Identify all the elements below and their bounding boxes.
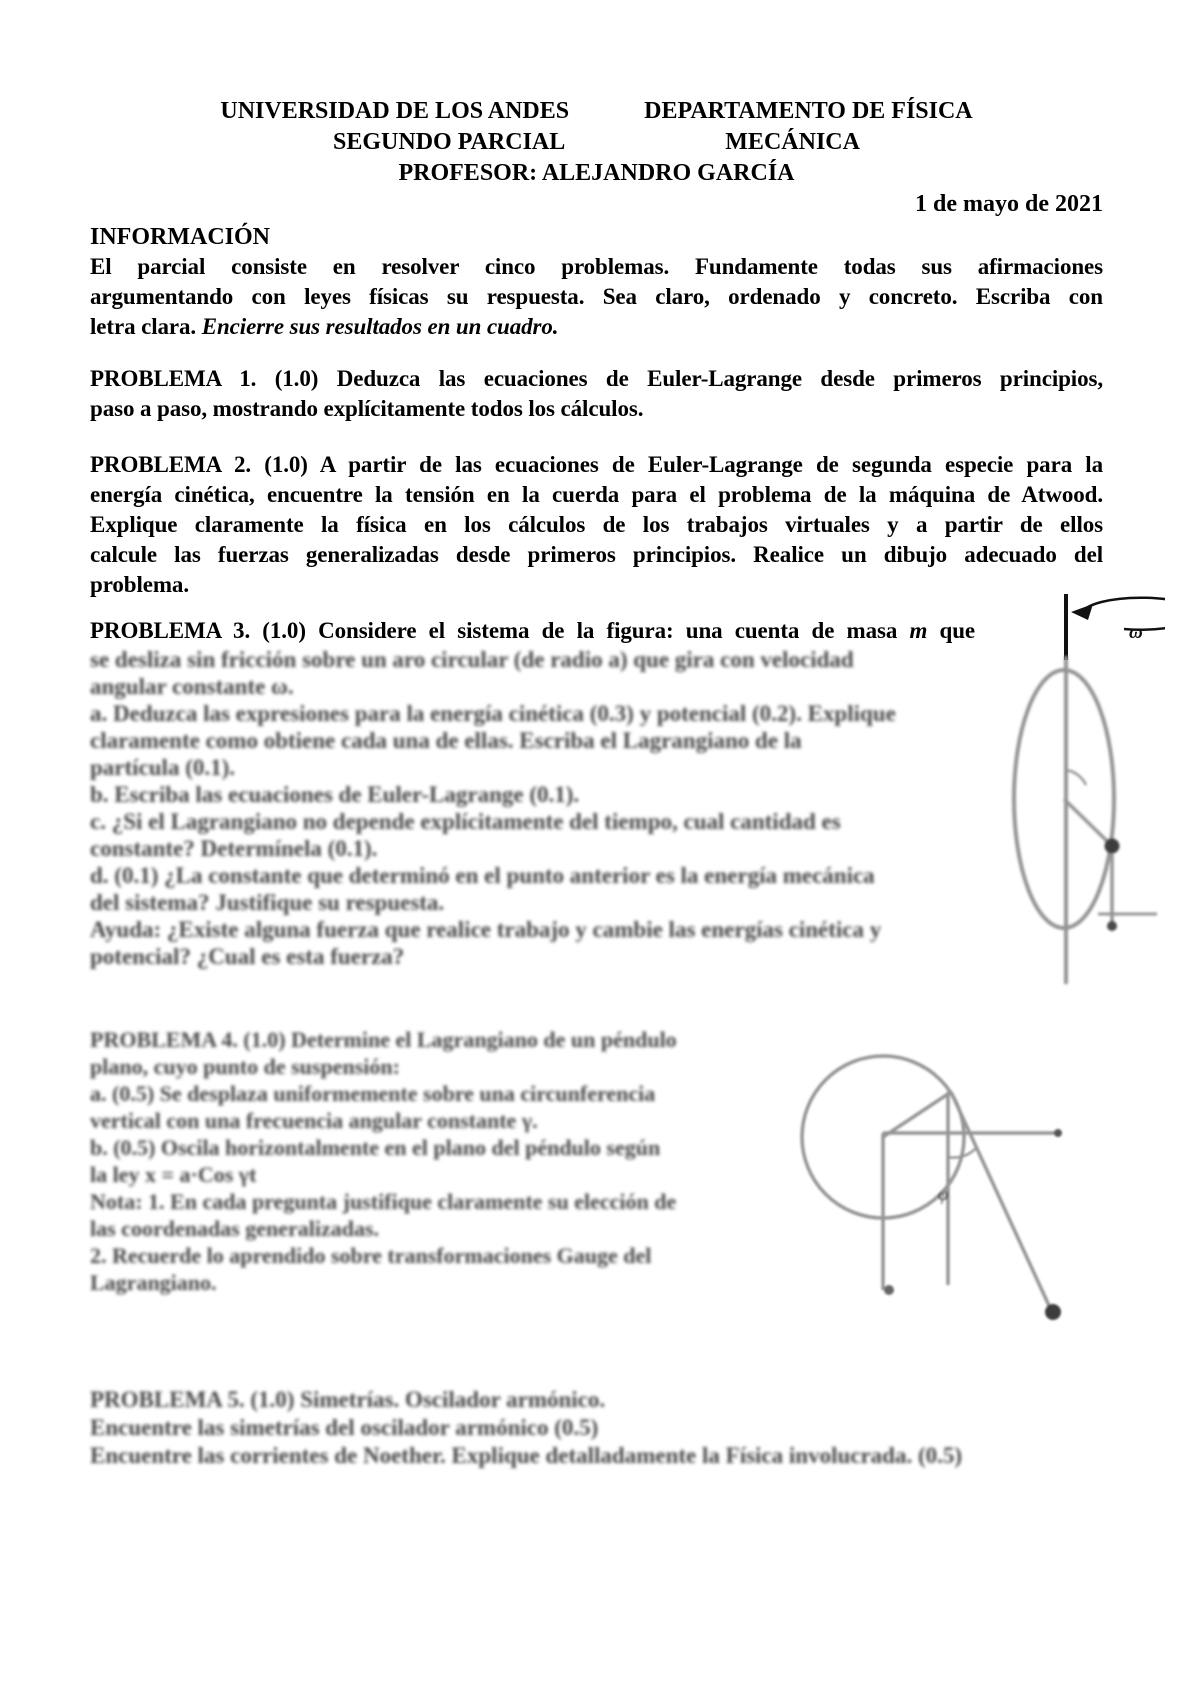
text-line: paso a paso, mostrando explícitamente todos los cálculos.: [90, 396, 644, 421]
text-line: PROBLEMA 2. (1.0) A partir de las ecuaciones de Euler-Lagrange de segunda especie para la: [90, 452, 1103, 477]
problem-3-intro: [90, 616, 975, 646]
text-line: Explique claramente la física en los cálculos de los trabajos virtuales y a partir de ellos: [90, 512, 1103, 537]
exam-title: SEGUNDO PARCIAL: [333, 129, 566, 155]
blurred-text-line: plano, cuyo punto de suspensión:: [90, 1054, 400, 1079]
blurred-text-line: Ayuda: ¿Existe alguna fuerza que realice trabajo y cambie las energías cinética y: [90, 917, 882, 942]
blurred-text-line: claramente como obtiene cada una de ellas. Escriba el Lagrangiano de la: [90, 728, 802, 753]
exam-date: 1 de mayo de 2021: [915, 191, 1103, 217]
problem-4-blurred-text: [90, 1026, 780, 1296]
crank-radius-line: [883, 1092, 951, 1137]
header-row-1: [90, 96, 1103, 127]
rotation-arrowhead: [1071, 604, 1093, 620]
blurred-text-line: a. (0.5) Se desplaza uniformemente sobre una circunferencia: [90, 1081, 656, 1106]
blurred-text-line: angular constante ω.: [90, 674, 294, 699]
header-row-3: [90, 158, 1103, 189]
info-line-2: argumentando con leyes físicas su respuesta. Sea claro, ordenado y concreto. Escriba con: [90, 284, 1103, 309]
university-name: UNIVERSIDAD DE LOS ANDES: [220, 98, 570, 124]
info-line-3: [90, 312, 1103, 342]
radius-line: [1064, 799, 1110, 844]
blurred-text-line: potencial? ¿Cual es esta fuerza?: [90, 944, 405, 969]
x-axis-end-dot: [1054, 1129, 1062, 1137]
info-title: INFORMACIÓN: [90, 224, 270, 250]
blurred-text-line: constante? Determínela (0.1).: [90, 836, 378, 861]
mass-symbol: m: [909, 618, 928, 643]
blurred-text-line: las coordenadas generalizadas.: [90, 1216, 380, 1241]
course-name: MECÁNICA: [725, 129, 860, 155]
blurred-text-line: del sistema? Justifique su respuesta.: [90, 890, 445, 915]
blurred-text-line: 2. Recuerde lo aprendido sobre transformaciones Gauge del: [90, 1243, 652, 1268]
info-paragraph: [90, 252, 1103, 342]
text-line: calcule las fuerzas generalizadas desde primeros principios. Realice un dibujo adecuado del: [90, 542, 1103, 567]
blurred-text-line: c. ¿Si el Lagrangiano no depende explícitamente del tiempo, cual cantidad es: [90, 809, 841, 834]
text-line: problema.: [90, 572, 189, 597]
blurred-text-line: la ley x = a·Cos γt: [90, 1162, 257, 1187]
problem-3-figure: [935, 556, 1165, 991]
blurred-text-line: Lagrangiano.: [90, 1270, 217, 1295]
problem-4-figure: [752, 952, 1102, 1342]
department-name: DEPARTAMENTO DE FÍSICA: [644, 98, 973, 124]
rotation-arrow-arc: [1083, 598, 1165, 630]
text-line: PROBLEMA 1. (1.0) Deduzca las ecuaciones de Euler-Lagrange desde primeros principios,: [90, 366, 1103, 391]
phi-label: φ: [938, 1184, 949, 1204]
bead-lower-mark: [1107, 921, 1117, 931]
problem-3-intro-text: PROBLEMA 3. (1.0) Considere el sistema de la figura: una cuenta de masa: [90, 618, 910, 643]
blurred-text-line: PROBLEMA 5. (1.0) Simetrías. Oscilador armónico.: [90, 1387, 606, 1412]
blurred-text-line: se desliza sin fricción sobre un aro circular (de radio a) que gira con velocidad: [90, 647, 854, 672]
omega-label: ω: [1129, 622, 1143, 643]
problem-3-intro-end: que: [927, 618, 975, 643]
blurred-text-line: partícula (0.1).: [90, 755, 236, 780]
blurred-text-line: Encuentre las corrientes de Noether. Explique detalladamente la Física involucrada. (0.5): [90, 1443, 963, 1468]
blurred-text-line: b. (0.5) Oscila horizontalmente en el plano del péndulo según: [90, 1135, 661, 1160]
pendulum-figure-group: [802, 1056, 1062, 1320]
blurred-text-line: Nota: 1. En cada pregunta justifique claramente su elección de: [90, 1189, 677, 1214]
info-line-3-regular: letra clara.: [90, 314, 202, 339]
problem-3-blurred-text: [90, 646, 965, 970]
pendulum-rod: [951, 1092, 1051, 1310]
angle-arc: [1066, 770, 1086, 785]
pendulum-bob: [1045, 1304, 1061, 1320]
blurred-text-line: Encuentre las simetrías del oscilador armónico (0.5): [90, 1415, 599, 1440]
header-row-2: [90, 127, 1103, 158]
info-line-1: El parcial consiste en resolver cinco problemas. Fundamente todas sus afirmaciones: [90, 254, 1103, 279]
document-header: [90, 96, 1103, 189]
blurred-text-line: b. Escriba las ecuaciones de Euler-Lagrange (0.1).: [90, 782, 580, 807]
blurred-text-line: vertical con una frecuencia angular constante γ.: [90, 1108, 538, 1133]
bead-dot: [1105, 839, 1120, 854]
problem-1: [90, 364, 1103, 424]
blurred-text-line: d. (0.1) ¿La constante que determinó en el punto anterior es la energía mecánica: [90, 863, 875, 888]
professor-name: PROFESOR: ALEJANDRO GARCÍA: [398, 160, 795, 186]
blurred-text-line: PROBLEMA 4. (1.0) Determine el Lagrangiano de un péndulo: [90, 1027, 677, 1052]
text-line: energía cinética, encuentre la tensión en la cuerda para el problema de la máquina de Atwood.: [90, 482, 1103, 507]
hoop-and-bead-group: [1014, 656, 1157, 984]
problem-5-blurred-text: [90, 1386, 1103, 1470]
info-line-3-italic: Encierre sus resultados en un cuadro.: [201, 314, 559, 339]
y-axis-end-mark: [884, 1285, 894, 1295]
rotation-axis-top: [1066, 594, 1165, 660]
blurred-text-line: a. Deduzca las expresiones para la energía cinética (0.3) y potencial (0.2). Explique: [90, 701, 896, 726]
